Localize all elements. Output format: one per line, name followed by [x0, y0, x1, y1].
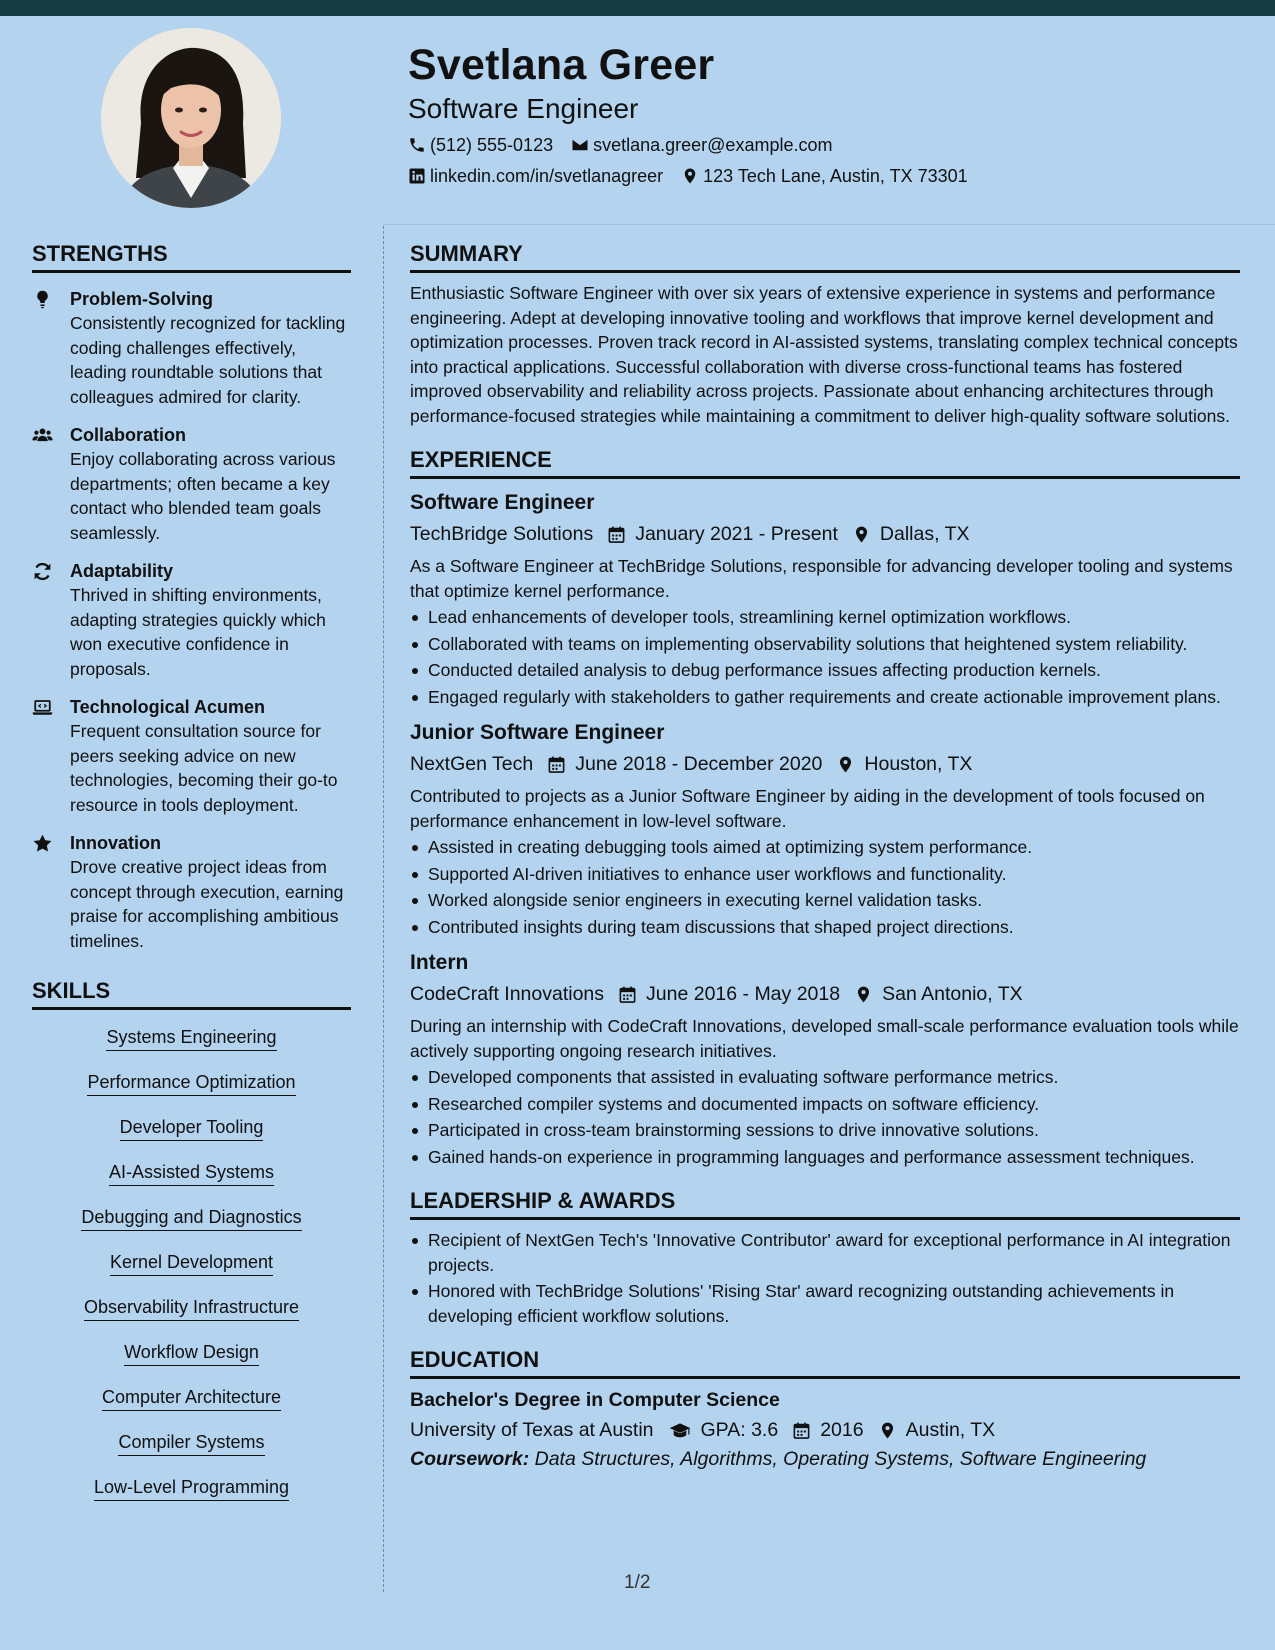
skill-tag: Computer Architecture	[102, 1385, 281, 1411]
phone-icon	[408, 136, 426, 154]
job-entry	[410, 719, 1240, 939]
job-meta	[410, 980, 1240, 1008]
laptop-code-icon	[32, 697, 53, 718]
degree-name: Bachelor's Degree in Computer Science	[410, 1389, 780, 1411]
skills-section	[32, 977, 351, 1520]
strength-desc: Enjoy collaborating across various departments; often became a key contact who blended team goals seamlessly.	[70, 449, 336, 543]
strength-name: Technological Acumen	[70, 697, 266, 717]
lightbulb-icon	[32, 289, 53, 310]
skill-tag: Observability Infrastructure	[84, 1295, 299, 1321]
list-item: Developed components that assisted in evaluating software performance metrics.	[410, 1065, 1240, 1090]
right-column	[410, 240, 1240, 1473]
map-pin-icon	[852, 525, 871, 544]
job-dates: June 2016 - May 2018	[646, 983, 841, 1005]
job-location: Houston, TX	[864, 753, 973, 775]
summary-heading: SUMMARY	[410, 240, 1240, 273]
job-company: NextGen Tech	[410, 753, 534, 775]
job-dates-item	[618, 980, 840, 1008]
strength-item	[32, 423, 351, 545]
school-location-item	[878, 1416, 996, 1444]
map-pin-icon	[878, 1421, 897, 1440]
calendar-icon	[618, 985, 637, 1004]
job-location: San Antonio, TX	[882, 983, 1023, 1005]
skills-heading: SKILLS	[32, 977, 351, 1010]
users-icon	[32, 425, 53, 446]
job-location-item	[854, 980, 1023, 1008]
coursework-text: Data Structures, Algorithms, Operating Systems, Software Engineering	[534, 1448, 1147, 1470]
strength-desc: Drove creative project ideas from concept through execution, earning praise for accomplishing ambitious timelines.	[70, 857, 344, 951]
strengths-list	[32, 287, 351, 953]
skill-tag: Systems Engineering	[106, 1025, 276, 1051]
skill-tag: Developer Tooling	[120, 1115, 264, 1141]
job-bullets	[410, 835, 1240, 939]
map-pin-icon	[836, 755, 855, 774]
leadership-heading: LEADERSHIP & AWARDS	[410, 1187, 1240, 1220]
email-text[interactable]: svetlana.greer@example.com	[593, 135, 833, 155]
address-item	[681, 164, 968, 188]
strength-name: Collaboration	[70, 425, 186, 445]
grad-year: 2016	[820, 1419, 864, 1441]
list-item: Gained hands-on experience in programming languages and performance assessment techniques.	[410, 1145, 1240, 1170]
list-item: Conducted detailed analysis to debug performance issues affecting production kernels.	[410, 658, 1240, 683]
strengths-heading: STRENGTHS	[32, 240, 351, 273]
skill-tag: Compiler Systems	[118, 1430, 264, 1456]
phone-text[interactable]: (512) 555-0123	[430, 135, 554, 155]
coursework-label: Coursework:	[410, 1448, 530, 1470]
resume-header	[408, 40, 1228, 188]
job-bullets	[410, 605, 1240, 709]
profile-photo	[101, 28, 281, 208]
column-divider	[383, 226, 384, 1592]
job-location-item	[836, 750, 972, 778]
job-dates: January 2021 - Present	[635, 523, 838, 545]
education-heading: EDUCATION	[410, 1346, 1240, 1379]
skill-tag: Low-Level Programming	[94, 1475, 289, 1501]
job-title: Software Engineer	[410, 491, 595, 514]
job-description: Contributed to projects as a Junior Software Engineer by aiding in the development of tools focused on performance enhancement in low-level software.	[410, 786, 1205, 831]
job-location: Dallas, TX	[879, 523, 970, 545]
job-company: CodeCraft Innovations	[410, 983, 605, 1005]
map-pin-icon	[681, 167, 699, 185]
strength-item	[32, 695, 351, 817]
top-bar	[0, 0, 1275, 16]
contact-row-2	[408, 164, 1228, 188]
candidate-name: Svetlana Greer	[408, 41, 715, 89]
list-item: Recipient of NextGen Tech's 'Innovative Contributor' award for exceptional performance in AI integration projects.	[410, 1228, 1240, 1277]
strength-desc: Thrived in shifting environments, adapting strategies quickly which won executive confidence in proposals.	[70, 585, 326, 679]
skill-tag: Workflow Design	[124, 1340, 259, 1366]
graduation-cap-icon	[668, 1421, 692, 1440]
summary-section	[410, 240, 1240, 428]
experience-heading: EXPERIENCE	[410, 446, 1240, 479]
calendar-icon	[607, 525, 626, 544]
skill-tag: Kernel Development	[110, 1250, 273, 1276]
avatar-illustration	[101, 28, 281, 208]
list-item: Participated in cross-team brainstorming sessions to drive innovative solutions.	[410, 1118, 1240, 1143]
job-dates-item	[607, 520, 838, 548]
strength-name: Adaptability	[70, 561, 174, 581]
list-item: Worked alongside senior engineers in executing kernel validation tasks.	[410, 888, 1240, 913]
leadership-section	[410, 1187, 1240, 1328]
job-title: Junior Software Engineer	[410, 721, 665, 744]
linkedin-icon	[408, 167, 426, 185]
education-section	[410, 1346, 1240, 1473]
left-column	[32, 240, 351, 1520]
list-item: Contributed insights during team discussions that shaped project directions.	[410, 915, 1240, 940]
coursework	[410, 1445, 1240, 1473]
strength-item	[32, 559, 351, 681]
list-item: Supported AI-driven initiatives to enhance user workflows and functionality.	[410, 862, 1240, 887]
gpa-item	[668, 1416, 779, 1444]
strength-desc: Frequent consultation source for peers seeking advice on new technologies, becoming their go-to resource in tools deployment.	[70, 721, 338, 815]
job-meta	[410, 750, 1240, 778]
school-name: University of Texas at Austin	[410, 1419, 654, 1441]
candidate-title: Software Engineer	[408, 93, 639, 124]
job-meta	[410, 520, 1240, 548]
leadership-list	[410, 1228, 1240, 1328]
phone-item	[408, 133, 553, 157]
skill-tag: Performance Optimization	[87, 1070, 295, 1096]
calendar-icon	[547, 755, 566, 774]
job-location-item	[852, 520, 970, 548]
strength-item	[32, 831, 351, 953]
strength-name: Problem-Solving	[70, 289, 214, 309]
job-title: Intern	[410, 951, 469, 974]
linkedin-item	[408, 164, 663, 188]
skills-list	[32, 1025, 351, 1520]
job-bullets	[410, 1065, 1240, 1169]
list-item: Collaborated with teams on implementing observability solutions that heightened system reliability.	[410, 632, 1240, 657]
list-item: Honored with TechBridge Solutions' 'Rising Star' award recognizing outstanding achievements in developing efficient workflow solutions.	[410, 1279, 1240, 1328]
list-item: Assisted in creating debugging tools aimed at optimizing system performance.	[410, 835, 1240, 860]
job-entry	[410, 949, 1240, 1169]
job-dates: June 2018 - December 2020	[575, 753, 823, 775]
skill-tag: Debugging and Diagnostics	[81, 1205, 301, 1231]
header-divider	[383, 224, 1275, 225]
grad-year-item	[792, 1416, 863, 1444]
sync-icon	[32, 561, 53, 582]
strength-name: Innovation	[70, 833, 161, 853]
calendar-icon	[792, 1421, 811, 1440]
job-dates-item	[547, 750, 822, 778]
email-item	[571, 133, 832, 157]
summary-text: Enthusiastic Software Engineer with over six years of extensive experience in systems and performance engineering. Adept at developing innovative tooling and workflows that improve kernel development and optimization processes. Proven track record in AI-assisted systems, translating complex technical concepts into practical applications. Successful collaboration with diverse cross-functional teams has fostered improved observability and reliability across projects. Passionate about enhancing architectures through performance-focused strategies while maintaining a commitment to deliver high-quality software solutions.	[410, 283, 1238, 426]
job-description: As a Software Engineer at TechBridge Solutions, responsible for advancing developer tooling and systems that optimize kernel performance.	[410, 556, 1233, 601]
experience-section	[410, 446, 1240, 1169]
strength-item	[32, 287, 351, 409]
linkedin-text[interactable]: linkedin.com/in/svetlanagreer	[430, 166, 664, 186]
gpa-text: GPA: 3.6	[700, 1419, 779, 1441]
address-text: 123 Tech Lane, Austin, TX 73301	[703, 166, 968, 186]
page-number: 1/2	[624, 1572, 651, 1593]
contact-row-1	[408, 133, 1228, 157]
star-icon	[32, 833, 53, 854]
job-description: During an internship with CodeCraft Innovations, developed small-scale performance evaluation tools while actively supporting ongoing research initiatives.	[410, 1016, 1239, 1061]
envelope-icon	[571, 136, 589, 154]
list-item: Lead enhancements of developer tools, streamlining kernel optimization workflows.	[410, 605, 1240, 630]
job-entry	[410, 489, 1240, 709]
list-item: Engaged regularly with stakeholders to gather requirements and create actionable improvement plans.	[410, 685, 1240, 710]
job-company: TechBridge Solutions	[410, 523, 594, 545]
map-pin-icon	[854, 985, 873, 1004]
strength-desc: Consistently recognized for tackling coding challenges effectively, leading roundtable solutions that colleagues admired for clarity.	[70, 313, 346, 407]
list-item: Researched compiler systems and documented impacts on software efficiency.	[410, 1092, 1240, 1117]
skill-tag: AI-Assisted Systems	[109, 1160, 274, 1186]
school-location: Austin, TX	[905, 1419, 996, 1441]
education-meta	[410, 1416, 1240, 1444]
